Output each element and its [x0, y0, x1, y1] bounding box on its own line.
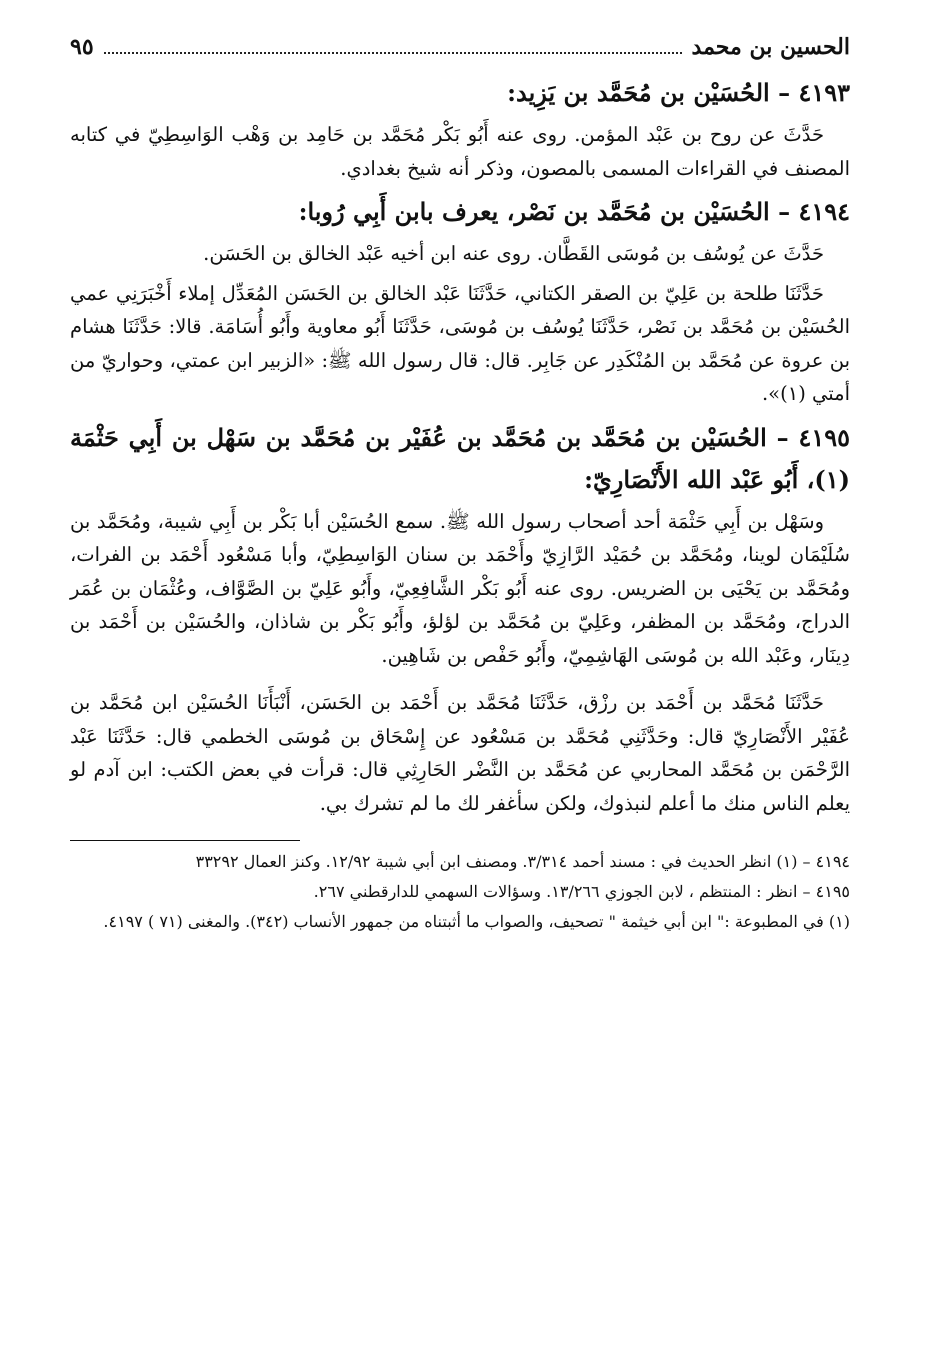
- entry-paragraph: حَدَّثَ عن يُوسُف بن مُوسَى القَطَّان. روى عنه ابن أخيه عَبْد الخالق بن الحَسَن.: [203, 242, 824, 265]
- footnote: ٤١٩٥ – انظر : المنتظم ، لابن الجوزي ١٣/٢٦٦. وسؤالات السهمي للدارقطني ٢٦٧.: [313, 882, 850, 901]
- entry-4195: [70, 417, 850, 821]
- footnote-separator: [70, 840, 300, 841]
- entry-heading: ٤١٩٣ – الحُسَيْن بن مُحَمَّد بن يَزِيد:: [507, 78, 850, 107]
- footnote: (١) في المطبوعة :" ابن أبي خيثمة " تصحيف، والصواب ما أثبتناه من جمهور الأنساب (٣٤٢). والمغنى (٧١ ) ٤١٩٧.: [103, 912, 850, 931]
- entry-paragraph: وسَهْل بن أَبِي حَثْمَة أحد أصحاب رسول الله ﷺ. سمع الحُسَيْن أبا بَكْر بن أَبِي شيبة، ومُحَمَّد بن سُلَيْمَان لوينا، ومُحَمَّد بن حُمَيْد الرَّازِيّ وأَحْمَد بن سنان الوَاسِطِيّ، وأبا مَسْعُود أَحْمَد بن الفرات، ومُحَمَّد بن يَحْيَى بن الضريس. روى عنه أَبُو بَكْر الشَّافِعِيّ، وأَبُو عَلِيّ بن الصَّوَّاف، وعُثْمَان بن عُمَر الدراج، ومُحَمَّد بن المظفر، وعَلِيّ بن مُحَمَّد بن لؤلؤ، وأَبُو بَكْر بن شاذان، والحُسَيْن بن أَحْمَد بن دِينَار، وعَبْد الله بن مُوسَى الهَاشِمِيّ، وأَبُو حَفْص بن شَاهِين.: [70, 509, 850, 667]
- book-page: [70, 30, 850, 1347]
- running-title: الحسين بن محمد: [691, 34, 850, 60]
- page-number: ٩٥: [70, 34, 94, 60]
- entry-paragraph: حَدَّثَنَا مُحَمَّد بن أَحْمَد بن رزْق، حَدَّثَنَا مُحَمَّد بن أَحْمَد بن الحَسَن، أَنْبَأَنَا الحُسَيْن ابن مُحَمَّد بن عُفَيْر الأَنْصَارِيّ قال: وحَدَّثَنِي مُحَمَّد بن مَسْعُود عن إِسْحَاق بن مُوسَى الخطمي قال: حَدَّثَنَا عَبْد الرَّحْمَن بن مُحَمَّد المحاربي عن مُحَمَّد بن النَّضْر الحَارِثِي قال: قرأت في بعض الكتب: ابن آدم لو يعلم الناس منك ما أعلم لنبذوك، ولكن سأغفر لك ما لم تشرك بي.: [70, 691, 850, 815]
- entry-4194: [70, 191, 850, 411]
- entry-heading: ٤١٩٥ – الحُسَيْن بن مُحَمَّد بن مُحَمَّد بن عُفَيْر بن مُحَمَّد بن سَهْل بن أَبِي حَثْمَة (١)، أَبُو عَبْد الله الأَنْصَارِيّ:: [70, 422, 850, 494]
- footnote: ٤١٩٤ – (١) انظر الحديث في : مسند أحمد ٣/٣١٤. ومصنف ابن أبي شيبة ١٢/٩٢. وكنز العمال ٣٣٢٩٢: [195, 852, 850, 871]
- entry-heading: ٤١٩٤ – الحُسَيْن بن مُحَمَّد بن نَصْر، يعرف بابن أَبِي رُوبا:: [298, 197, 850, 226]
- running-header: [70, 30, 850, 68]
- entry-4193: [70, 72, 850, 185]
- entry-paragraph: حَدَّثَنَا طلحة بن عَلِيّ بن الصقر الكتاني، حَدَّثَنَا عَبْد الخالق بن الحَسَن المُعَدِّل إملاء أَخْبَرَنِي عمي الحُسَيْن بن مُحَمَّد بن نَصْر، حَدَّثَنَا يُوسُف بن مُوسَى، حَدَّثَنَا أَبُو معاوية وأَبُو أُسَامَة. قالا: حَدَّثَنَا هشام بن عروة عن مُحَمَّد بن المُنْكَدِر عن جَابِر. قال: قال رسول الله ﷺ: «الزبير ابن عمتي، وحواريّ من أمتي (١)».: [70, 281, 850, 405]
- footnotes: [70, 849, 850, 935]
- leader-dots: [104, 52, 682, 54]
- entry-paragraph: حَدَّثَ عن روح بن عَبْد المؤمن. روى عنه أَبُو بَكْر مُحَمَّد بن حَامِد بن وَهْب الوَاسِطِيّ في كتابه المصنف في القراءات المسمى بالمصون، وذكر أنه شيخ بغدادي.: [70, 123, 850, 180]
